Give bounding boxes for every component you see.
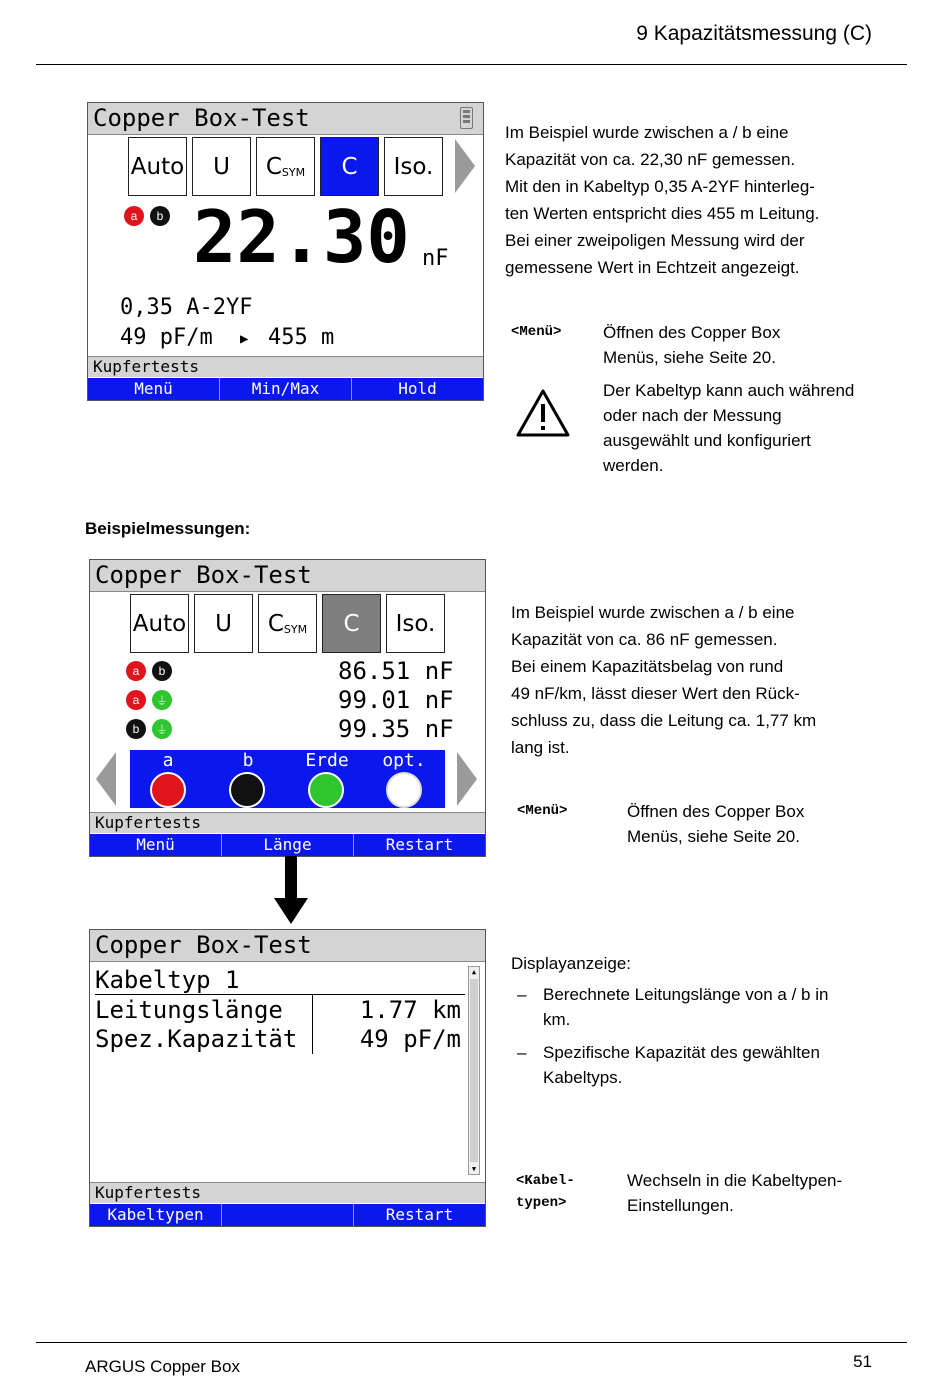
value-a-earth: 99.01 nF <box>338 686 454 714</box>
arrow-right-icon[interactable] <box>455 139 475 193</box>
warning-note: Der Kabeltyp kann auch während oder nach der Messung ausgewählt und konfiguriert werden. <box>603 381 855 475</box>
table-divider <box>312 994 313 1054</box>
lead-b-icon: b <box>152 661 172 681</box>
cable-types-key-description: Wechseln in die Kabeltypen- Einstellungen. <box>627 1171 843 1215</box>
mode-c-button[interactable]: C <box>320 137 379 196</box>
probe-a-label: a <box>162 750 174 771</box>
probe-earth-green-icon <box>308 772 344 808</box>
cable-types-key-tag: <Kabel- typen> <box>516 1173 575 1211</box>
cable-type: 0,35 A-2YF <box>120 295 253 320</box>
cable-length: 455 m <box>268 325 335 350</box>
mode-u-button[interactable]: U <box>194 594 253 653</box>
softkey-bar <box>88 378 483 400</box>
screen-title: Copper Box-Test <box>90 930 485 962</box>
ground-icon: ⏚ <box>152 690 172 710</box>
arrow-right-icon[interactable] <box>457 752 477 806</box>
bullet-dash: – <box>517 1043 527 1062</box>
menu-key-tag: <Menü> <box>517 803 568 819</box>
lead-a-icon: a <box>124 206 144 226</box>
bullet-dash: – <box>517 985 527 1004</box>
ground-icon: ⏚ <box>152 719 172 739</box>
mode-u-button[interactable]: U <box>192 137 251 196</box>
mode-iso-button[interactable]: Iso. <box>384 137 443 196</box>
probe-b-black-icon <box>229 772 265 808</box>
scroll-down-icon[interactable]: ▼ <box>471 1165 477 1173</box>
header-rule <box>36 64 907 65</box>
bullet-length: Berechnete Leitungslänge von a / b in km. <box>543 985 829 1029</box>
device-screen-1 <box>87 102 484 401</box>
arrow-down-icon <box>272 856 310 926</box>
page-number: 51 <box>853 1352 872 1371</box>
capacitance-per-m: 49 pF/m <box>120 325 213 350</box>
footer-rule <box>36 1342 907 1343</box>
table-top-rule <box>95 994 465 995</box>
probe-opt-label: opt. <box>382 750 426 771</box>
arrow-left-icon[interactable] <box>96 752 116 806</box>
menu-key-description: Öffnen des Copper Box Menüs, siehe Seite 20. <box>603 323 781 367</box>
mode-csym-button[interactable]: C $_{SYM}$ <box>256 137 315 196</box>
probe-earth-label: Erde <box>305 750 349 771</box>
softkey-restart[interactable]: Restart <box>385 1205 454 1224</box>
warning-icon <box>515 388 571 438</box>
scrollbar[interactable] <box>468 966 480 1175</box>
footer-product: ARGUS Copper Box <box>85 1357 240 1376</box>
softkey-length[interactable]: Länge <box>222 834 354 856</box>
measured-value: 22.30 <box>193 195 410 279</box>
status-bar: Kupfertests <box>90 812 485 833</box>
row-value-capacitance: 49 pF/m <box>359 1025 461 1053</box>
softkey-menu[interactable]: Menü <box>90 834 222 856</box>
chapter-title: 9 Kapazitätsmessung (C) <box>636 22 872 45</box>
lead-a-icon: a <box>126 690 146 710</box>
probe-panel <box>130 750 445 808</box>
mode-iso-button[interactable]: Iso. <box>386 594 445 653</box>
lead-a-icon: a <box>126 661 146 681</box>
display-heading: Displayanzeige: <box>511 954 632 973</box>
description-1: Im Beispiel wurde zwischen a / b eine Kapazität von ca. 22,30 nF gemessen. Mit den in Kabeltyp 0,35 A-2YF hinterleg- ten Werten entspricht dies 455 m Leitung. Bei einer zweipoligen Messung wird der gemessene Wert in Echtzeit angezeigt. <box>505 123 820 277</box>
value-a-b: 86.51 nF <box>338 657 454 685</box>
description-2: Im Beispiel wurde zwischen a / b eine Kapazität von ca. 86 nF gemessen. Bei einem Kapazitätsbelag von rund 49 nF/km, lässt dieser Wert den Rück- schluss zu, dass die Leitung ca. 1,77 km lang ist. <box>511 603 817 757</box>
cable-type-heading: Kabeltyp 1 <box>95 966 240 994</box>
softkey-empty <box>222 1204 354 1226</box>
section-title: Beispielmessungen: <box>85 519 251 538</box>
device-screen-2 <box>89 559 486 857</box>
mode-auto-button[interactable]: Auto <box>130 594 189 653</box>
scroll-up-icon[interactable]: ▲ <box>471 968 477 976</box>
row-value-length: 1.77 km <box>359 996 461 1024</box>
scrollbar-thumb[interactable] <box>470 979 478 1162</box>
screen-title: Copper Box-Test <box>88 103 483 135</box>
softkey-restart[interactable]: Restart <box>385 835 454 854</box>
mode-c-button[interactable]: C <box>322 594 381 653</box>
menu-key-tag: <Menü> <box>511 324 562 340</box>
softkey-bar <box>90 834 485 856</box>
probe-a-red-icon <box>150 772 186 808</box>
lead-b-icon: b <box>126 719 146 739</box>
softkey-cable-types[interactable]: Kabeltypen <box>90 1204 222 1226</box>
softkey-menu[interactable]: Menü <box>88 378 220 400</box>
play-arrow-icon: ▶ <box>240 331 249 347</box>
row-label-length: Leitungslänge <box>95 996 283 1024</box>
status-bar: Kupfertests <box>90 1182 485 1203</box>
battery-icon <box>460 107 473 129</box>
probe-b-label: b <box>242 750 254 771</box>
row-label-capacitance: Spez.Kapazität <box>95 1025 298 1053</box>
mode-auto-button[interactable]: Auto <box>128 137 187 196</box>
softkey-hold[interactable]: Hold <box>398 379 437 398</box>
status-bar: Kupfertests <box>88 356 483 377</box>
measured-unit: nF <box>422 246 449 271</box>
value-b-earth: 99.35 nF <box>338 715 454 743</box>
bullet-capacitance: Spezifische Kapazität des gewählten Kabeltyps. <box>543 1043 820 1087</box>
softkey-minmax[interactable]: Min/Max <box>220 378 352 400</box>
screen-title: Copper Box-Test <box>90 560 485 592</box>
probe-opt-white-icon <box>386 772 422 808</box>
lead-b-icon: b <box>150 206 170 226</box>
mode-csym-button[interactable]: C $_{SYM}$ <box>258 594 317 653</box>
device-screen-3 <box>89 929 486 1227</box>
softkey-bar <box>90 1204 485 1226</box>
menu-key-description: Öffnen des Copper Box Menüs, siehe Seite 20. <box>627 802 805 846</box>
